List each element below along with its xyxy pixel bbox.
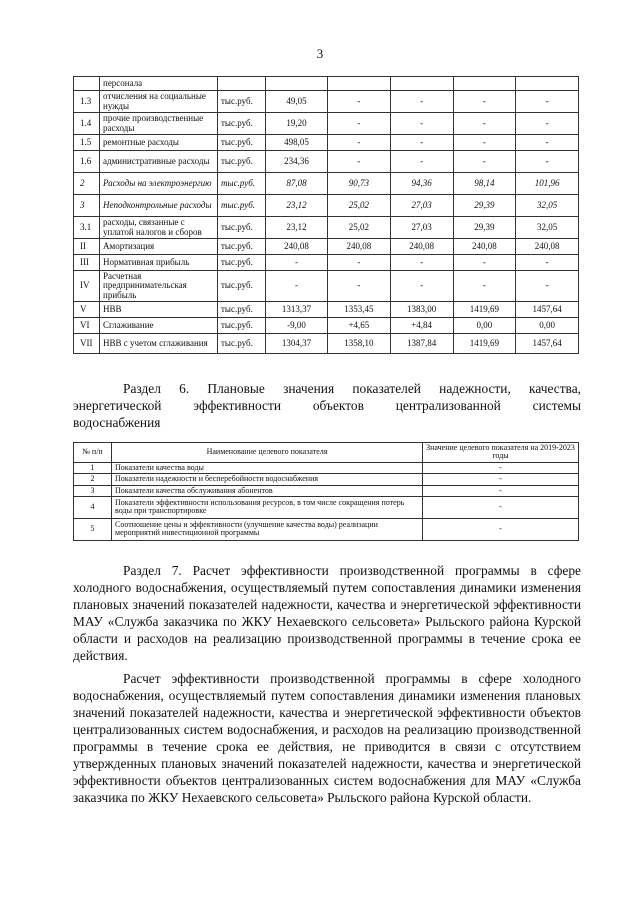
row-value-2023: 240,08 [516, 239, 579, 255]
row-num-cell: V [74, 302, 100, 318]
row-value-2022: 98,14 [453, 173, 516, 195]
row-name-cell: Неподконтрольные расходы [100, 195, 218, 217]
indicator-value-cell: - [423, 496, 579, 518]
indicator-name-cell: Показатели качества обслуживания абонентов [112, 485, 423, 496]
row-value-2019: 49,05 [266, 91, 328, 113]
table-row [74, 151, 579, 173]
row-value-2022: 1419,69 [453, 334, 516, 354]
row-value-2020: 90,73 [328, 173, 391, 195]
row-value-2019: 1313,37 [266, 302, 328, 318]
table-row [74, 239, 579, 255]
row-value-2023: - [516, 271, 579, 302]
table-row [74, 485, 579, 496]
section7-paragraph: Раздел 7. Расчет эффективности производственной программы в сфере холодного водоснабжения, осуществляемый путем сопоставления динамики изменения плановых значений показателей надежности, качества и энергетической эффективности МАУ «Служба заказчика по ЖКУ Нехаевского сельсовета» Рыльского района Курской области и расходов на реализацию производственной программы в течение срока ее действия. [73, 563, 581, 663]
row-unit-cell: тыс.руб. [218, 302, 266, 318]
row-name-cell: административные расходы [100, 151, 218, 173]
table-row [74, 496, 579, 518]
table-row [74, 271, 579, 302]
row-value-2023: 1457,64 [516, 334, 579, 354]
row-value-2019: - [266, 271, 328, 302]
row-value-2023: 101,96 [516, 173, 579, 195]
row-num-cell: II [74, 239, 100, 255]
row-name-cell: отчисления на социальные нужды [100, 91, 218, 113]
table-row [74, 334, 579, 354]
row-value-2021: - [390, 255, 453, 271]
row-value-2019: -9,00 [266, 318, 328, 334]
row-value-2022: - [453, 271, 516, 302]
table-row [74, 302, 579, 318]
row-value-2022: 240,08 [453, 239, 516, 255]
section6-heading-line2: энергетической эффективности объектов централизованной системы [73, 398, 581, 413]
row-value-2019: - [266, 255, 328, 271]
row-value-2019: 19,20 [266, 113, 328, 135]
indicator-num-cell: 3 [74, 485, 112, 496]
row-name-cell: Сглаживание [100, 318, 218, 334]
indicator-value-cell: - [423, 485, 579, 496]
row-value-2020: +4,65 [328, 318, 391, 334]
table-row [74, 135, 579, 151]
row-value-2019: 23,12 [266, 195, 328, 217]
section6-heading [73, 380, 581, 431]
row-name-cell: расходы, связанные с уплатой налогов и сборов [100, 217, 218, 239]
row-name-cell: Нормативная прибыль [100, 255, 218, 271]
indicator-num-cell: 2 [74, 474, 112, 485]
row-value-2021: - [390, 271, 453, 302]
row-value-2021: 94,36 [390, 173, 453, 195]
row-value-2023: 32,05 [516, 195, 579, 217]
row-name-cell: Расчетная предпринимательская прибыль [100, 271, 218, 302]
table-row [74, 195, 579, 217]
row-value-2019: 240,08 [266, 239, 328, 255]
table-row [74, 77, 579, 91]
final-paragraph: Расчет эффективности производственной программы в сфере холодного водоснабжения, осуществляемый путем сопоставления динамики изменения плановых значений показателей надежности, качества и энергетической эффективности объектов централизованных систем водоснабжения, и расходов на реализацию производственной программы в течение срока ее действия, не приводится в связи с отсутствием утвержденных плановых значений показателей надежности, качества и энергетической эффективности объектов централизованных систем водоснабжения для МАУ «Служба заказчика по ЖКУ Нехаевского сельсовета» Рыльского района Курской области. [73, 671, 581, 805]
row-value-2023: 0,00 [516, 318, 579, 334]
indicator-name-cell: Показатели эффективности использования ресурсов, в том числе сокращения потерь воды при транспортировке [112, 496, 423, 518]
row-value-2021: - [390, 135, 453, 151]
row-unit-cell: тыс.руб. [218, 173, 266, 195]
row-value-2023: 32,05 [516, 217, 579, 239]
row-num-cell: 1.3 [74, 91, 100, 113]
row-value-2019: 87,08 [266, 173, 328, 195]
row-name-cell: ремонтные расходы [100, 135, 218, 151]
table-row [74, 474, 579, 485]
row-value-2022: - [453, 113, 516, 135]
row-value-2021: - [390, 91, 453, 113]
indicator-name-cell: Показатели надежности и бесперебойности водоснабжения [112, 474, 423, 485]
row-unit-cell: тыс.руб. [218, 271, 266, 302]
row-value-2021: - [390, 151, 453, 173]
indicators-header-name: Наименование целевого показателя [112, 443, 423, 463]
row-value-2023: - [516, 135, 579, 151]
row-unit-cell: тыс.руб. [218, 113, 266, 135]
row-unit-cell: тыс.руб. [218, 151, 266, 173]
row-value-2023: 1457,64 [516, 302, 579, 318]
row-num-cell: 1.5 [74, 135, 100, 151]
indicator-num-cell: 1 [74, 462, 112, 473]
row-value-2019: 234,36 [266, 151, 328, 173]
row-name-cell: прочие производственные расходы [100, 113, 218, 135]
indicator-name-cell: Показатели качества воды [112, 462, 423, 473]
row-unit-cell: тыс.руб. [218, 195, 266, 217]
indicator-num-cell: 4 [74, 496, 112, 518]
row-value-2020: - [328, 151, 391, 173]
row-value-2022: - [453, 255, 516, 271]
indicators-table [73, 442, 579, 541]
row-value-2022 [453, 77, 516, 91]
row-value-2020: - [328, 91, 391, 113]
row-value-2023: - [516, 113, 579, 135]
indicators-header-num: № п/п [74, 443, 112, 463]
row-value-2021: 1387,84 [390, 334, 453, 354]
row-value-2021: 27,03 [390, 217, 453, 239]
row-value-2022: 1419,69 [453, 302, 516, 318]
row-value-2022: 29,39 [453, 217, 516, 239]
row-value-2020: 1353,45 [328, 302, 391, 318]
row-value-2021: - [390, 113, 453, 135]
row-unit-cell [218, 77, 266, 91]
table-row [74, 255, 579, 271]
row-value-2020: - [328, 135, 391, 151]
row-value-2021: 27,03 [390, 195, 453, 217]
row-value-2022: 29,39 [453, 195, 516, 217]
row-value-2023: - [516, 255, 579, 271]
row-value-2020: 240,08 [328, 239, 391, 255]
row-name-cell: Амортизация [100, 239, 218, 255]
table-row [74, 113, 579, 135]
row-value-2020 [328, 77, 391, 91]
row-value-2022: - [453, 151, 516, 173]
row-num-cell: 1.6 [74, 151, 100, 173]
table-row [74, 173, 579, 195]
indicator-value-cell: - [423, 474, 579, 485]
row-value-2020: 1358,10 [328, 334, 391, 354]
row-num-cell: VII [74, 334, 100, 354]
table-row [74, 318, 579, 334]
section6-heading-line1: Раздел 6. Плановые значения показателей надежности, качества, [123, 381, 581, 396]
table-row [74, 462, 579, 473]
indicator-num-cell: 5 [74, 518, 112, 540]
row-name-cell: НВВ с учетом сглаживания [100, 334, 218, 354]
row-unit-cell: тыс.руб. [218, 318, 266, 334]
expenses-table [73, 76, 579, 354]
indicators-table-header [74, 443, 579, 463]
row-unit-cell: тыс.руб. [218, 91, 266, 113]
row-value-2021 [390, 77, 453, 91]
row-value-2021: 240,08 [390, 239, 453, 255]
row-value-2022: - [453, 91, 516, 113]
row-name-cell: персонала [100, 77, 218, 91]
row-value-2019: 1304,37 [266, 334, 328, 354]
indicator-value-cell: - [423, 518, 579, 540]
table-row [74, 518, 579, 540]
table-row [74, 91, 579, 113]
row-unit-cell: тыс.руб. [218, 217, 266, 239]
row-num-cell: 3 [74, 195, 100, 217]
row-value-2020: - [328, 255, 391, 271]
row-value-2021: +4,84 [390, 318, 453, 334]
row-unit-cell: тыс.руб. [218, 334, 266, 354]
indicators-table-body [74, 462, 579, 540]
expenses-table-body [74, 77, 579, 354]
row-value-2019 [266, 77, 328, 91]
row-num-cell: 2 [74, 173, 100, 195]
row-value-2023: - [516, 151, 579, 173]
table-row [74, 217, 579, 239]
row-num-cell: IV [74, 271, 100, 302]
row-unit-cell: тыс.руб. [218, 239, 266, 255]
indicators-header-value: Значение целевого показателя на 2019-2023 годы [423, 443, 579, 463]
row-value-2020: - [328, 113, 391, 135]
indicator-name-cell: Соотношение цены и эффективности (улучшение качества воды) реализации мероприятий инвестиционной программы [112, 518, 423, 540]
row-value-2023 [516, 77, 579, 91]
row-value-2022: - [453, 135, 516, 151]
row-num-cell [74, 77, 100, 91]
section6-heading-line3: водоснабжения [73, 415, 161, 430]
row-num-cell: VI [74, 318, 100, 334]
row-value-2020: - [328, 271, 391, 302]
indicator-value-cell: - [423, 462, 579, 473]
row-num-cell: 1.4 [74, 113, 100, 135]
row-unit-cell: тыс.руб. [218, 135, 266, 151]
row-value-2020: 25,02 [328, 195, 391, 217]
row-unit-cell: тыс.руб. [218, 255, 266, 271]
row-num-cell: 3.1 [74, 217, 100, 239]
row-value-2019: 498,05 [266, 135, 328, 151]
row-value-2019: 23,12 [266, 217, 328, 239]
page-number: 3 [316, 46, 324, 61]
row-value-2020: 25,02 [328, 217, 391, 239]
row-value-2021: 1383,00 [390, 302, 453, 318]
row-name-cell: НВВ [100, 302, 218, 318]
row-value-2023: - [516, 91, 579, 113]
row-value-2022: 0,00 [453, 318, 516, 334]
row-name-cell: Расходы на электроэнергию [100, 173, 218, 195]
row-num-cell: III [74, 255, 100, 271]
